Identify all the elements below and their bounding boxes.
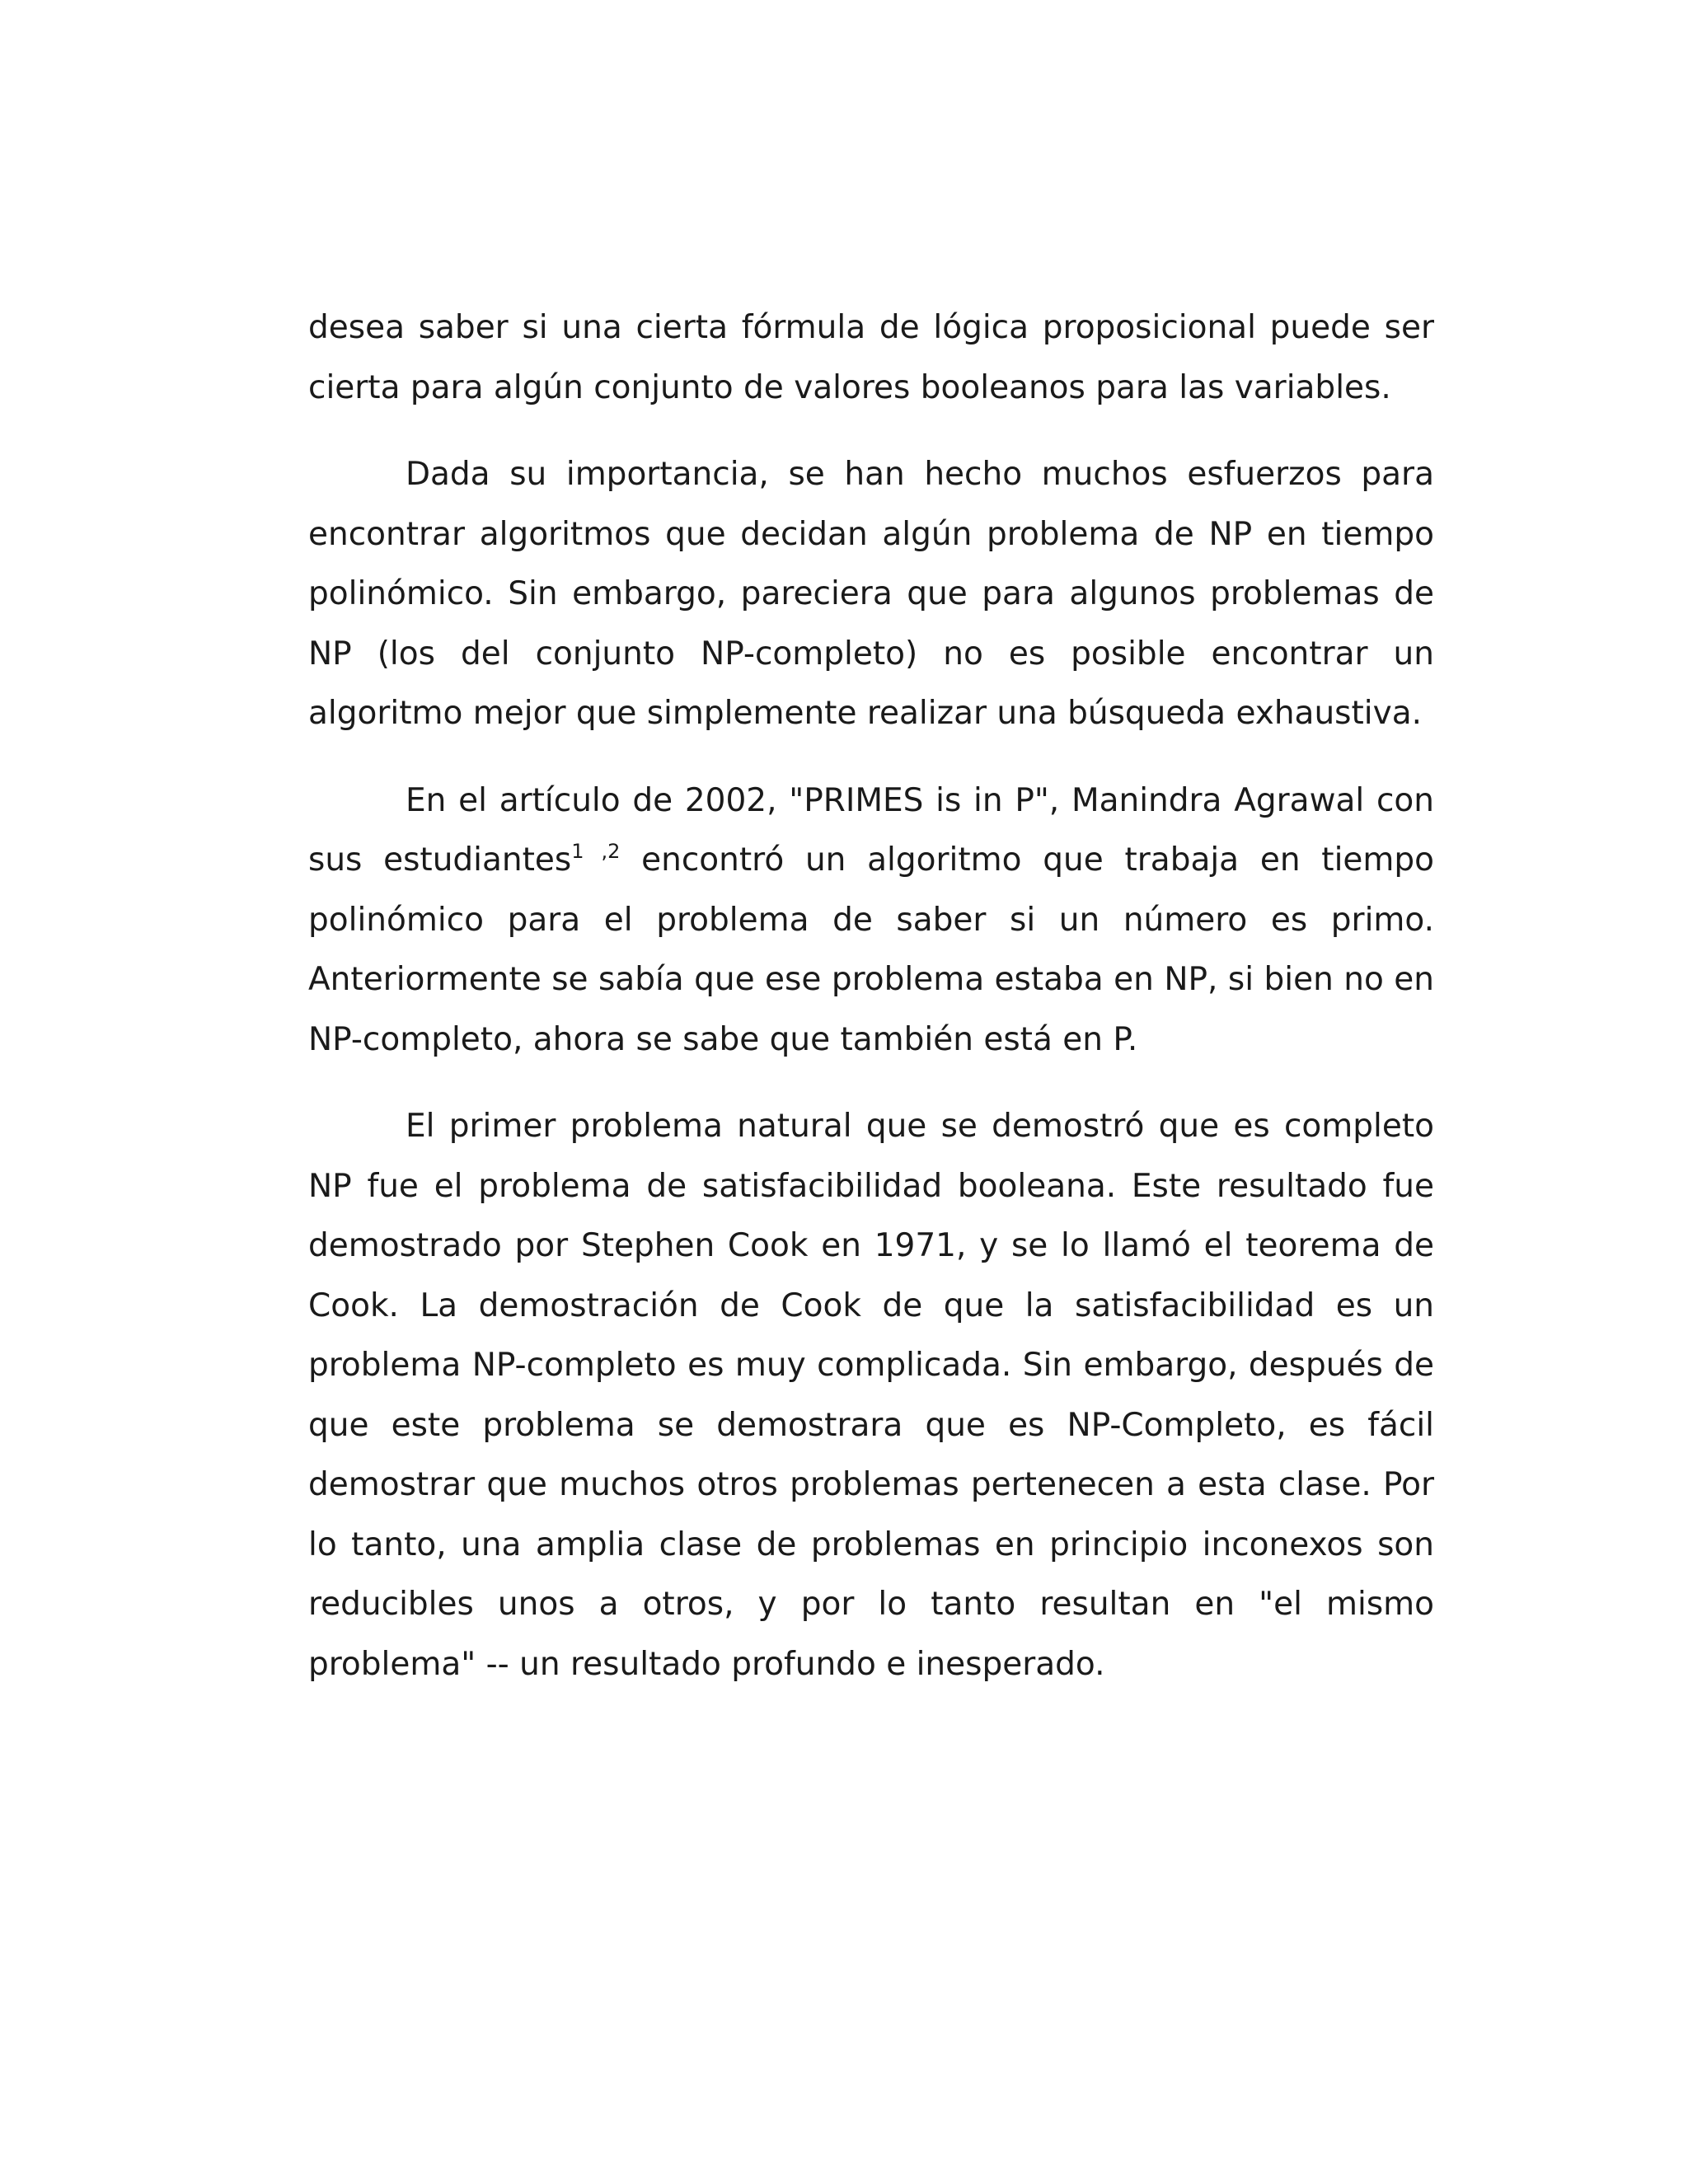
paragraph-1 xyxy=(308,298,1434,418)
body-text xyxy=(308,298,1434,1722)
paragraph-4-text: El primer problema natural que se demostró que es completo NP fue el problema de satisfacibilidad booleana. Este resultado fue demostrado por Stephen Cook en 1971, y se lo llamó el teorema de Cook. La demostración de Cook de que la satisfacibilidad es un problema NP-completo es muy complicada. Sin embargo, después de que este problema se demostrara que es NP-Completo, es fácil demostrar que muchos otros problemas pertenecen a esta clase. Por lo tanto, una amplia clase de problemas en principio inconexos son reducibles unos a otros, y por lo tanto resultan en "el mismo problema" -- un resultado profundo e inesperado. xyxy=(308,1108,1434,1683)
footnote-reference: 1 ,2 xyxy=(571,840,621,863)
paragraph-3-text-a: En el artículo de 2002, "PRIMES is in P", Manindra Agrawal con sus estudiantes xyxy=(308,781,1434,879)
paragraph-3 xyxy=(308,771,1434,1071)
paragraph-2 xyxy=(308,445,1434,744)
paragraph-2-text: Dada su importancia, se han hecho muchos esfuerzos para encontrar algoritmos que decidan algún problema de NP en tiempo polinómico. Sin embargo, pareciera que para algunos problemas de NP (los del conjunto NP-completo) no es posible encontrar un algoritmo mejor que simplemente realizar una búsqueda exhaustiva. xyxy=(308,456,1434,732)
paragraph-3-text-b: encontró un algoritmo que trabaja en tiempo polinómico para el problema de saber si un número es primo. Anteriormente se sabía que ese problema estaba en NP, si bien no en NP-completo, ahora se sabe que también está en P. xyxy=(308,841,1435,1058)
paragraph-4 xyxy=(308,1097,1434,1694)
paragraph-1-text: desea saber si una cierta fórmula de lógica proposicional puede ser cierta para algún conjunto de valores booleanos para las variables. xyxy=(308,309,1434,406)
